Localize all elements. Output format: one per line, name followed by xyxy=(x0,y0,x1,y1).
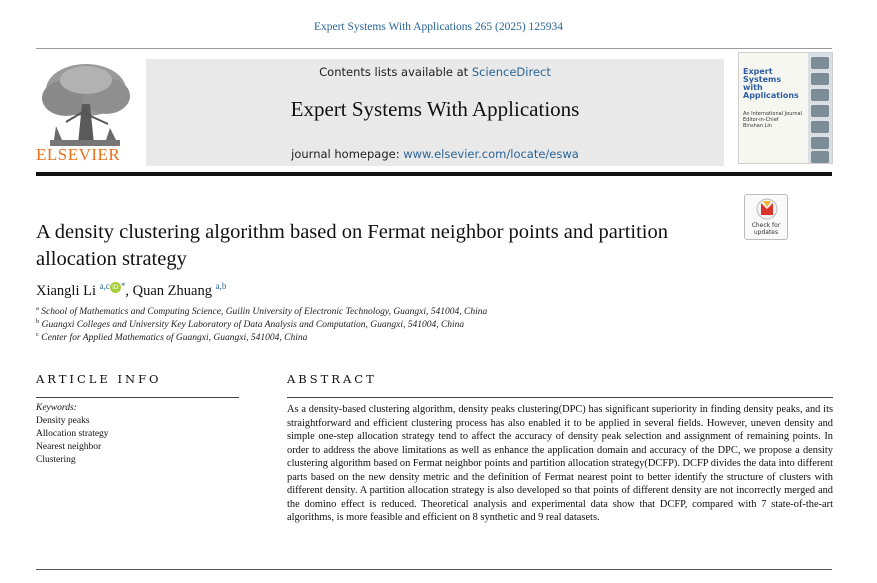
contents-prefix: Contents lists available at xyxy=(319,65,472,79)
check-for-updates-button[interactable] xyxy=(744,194,788,240)
journal-cover-thumbnail[interactable] xyxy=(738,52,833,164)
journal-header-box xyxy=(146,59,724,166)
affiliation: $^a$ School of Mathematics and Computing Science, Guilin University of Electronic Technology, Guangxi, 541004, China xyxy=(36,305,488,318)
homepage-line xyxy=(146,147,724,161)
orcid-icon[interactable]: iD xyxy=(110,282,121,293)
affiliation: $^c$ Center for Applied Mathematics of Guangxi, Guangxi, 541004, China xyxy=(36,331,308,344)
keyword-item: Allocation strategy xyxy=(36,429,109,439)
article-info-heading: ARTICLE INFO xyxy=(36,372,162,386)
author-affiliation-marks[interactable]: a,b xyxy=(215,281,227,291)
cover-subtitle: An International Journal Editor-in-Chief Binshan Lin xyxy=(743,111,802,129)
article-title: A density clustering algorithm based on Fermat neighbor points and partition allocation strategy xyxy=(36,221,668,270)
journal-reference[interactable]: Expert Systems With Applications 265 (2025) 125934 xyxy=(313,21,564,33)
keyword-item: Density peaks xyxy=(36,416,90,426)
cover-graphic-icon xyxy=(811,151,829,163)
affiliation: $^b$ Guangxi Colleges and University Key Laboratory of Data Analysis and Computation, Guangxi, 541004, China xyxy=(36,318,465,331)
cover-icon-strip xyxy=(808,53,832,164)
author-name[interactable]: Quan Zhuang xyxy=(132,282,212,299)
author-list: Xiangli Li $^{a,c}$ iD *, Quan Zhuang $^{a,b}$ xyxy=(36,281,227,299)
keyword-item: Clustering xyxy=(36,455,76,465)
cover-graphic-icon xyxy=(811,137,829,149)
check-for-updates-label: Check for updates xyxy=(751,222,781,236)
abstract-heading: ABSTRACT xyxy=(287,372,377,386)
contents-line xyxy=(146,65,724,79)
crossmark-icon xyxy=(745,195,789,222)
header-bottom-divider xyxy=(36,172,832,176)
abstract-divider xyxy=(287,397,833,398)
cover-graphic-icon xyxy=(811,73,829,85)
elsevier-wordmark[interactable]: ELSEVIER xyxy=(36,145,121,164)
cover-graphic-icon xyxy=(811,57,829,69)
cover-graphic-icon xyxy=(811,121,829,133)
header-top-divider xyxy=(36,48,832,49)
cover-graphic-icon xyxy=(811,105,829,117)
journal-homepage-link[interactable]: www.elsevier.com/locate/eswa xyxy=(403,147,579,161)
corresponding-author-mark[interactable]: * xyxy=(120,281,126,291)
sciencedirect-link[interactable]: ScienceDirect xyxy=(471,65,551,79)
homepage-prefix: journal homepage: xyxy=(291,147,404,161)
author-name[interactable]: Xiangli Li xyxy=(36,282,97,299)
cover-graphic-icon xyxy=(811,89,829,101)
abstract-bottom-divider xyxy=(36,569,832,570)
keyword-item: Nearest neighbor xyxy=(36,442,102,452)
journal-name[interactable]: Expert Systems With Applications xyxy=(290,97,580,121)
cover-title: Expert Systems with Applications xyxy=(743,67,799,100)
author-affiliation-marks[interactable]: a,c xyxy=(99,281,110,291)
article-info-divider xyxy=(36,397,239,398)
keywords-label: Keywords: xyxy=(36,403,77,413)
abstract-body: As a density-based clustering algorithm, density peaks clustering(DPC) has significant superiority in finding density peaks, and its straightforward and efficient clustering process has also enabled it to be applied in several fields. However, uneven density and simple one-step allocation strategy tend to affect the accuracy of density peak selection and assignment of remaining points. In order to address the above limitations as well as enhance the application domain and accuracy of the DPC, we propose a density clustering algorithm based on Fermat neighbor points and partition allocation strategy(DCFP). DCFP divides the data into different parts based on the new density metric and the definition of Fermat nearest point to better identify the structure of clusters with different density. A partition allocation strategy is also developed so that points of different density are not incorrectly merged and the domino effect is reduced. Theoretical analysis and experimental data show that DCFP, compared with 7 state-of-the-art algorithms, is more feasible and efficient on 8 synthetic and 9 real datasets. xyxy=(287,404,833,524)
